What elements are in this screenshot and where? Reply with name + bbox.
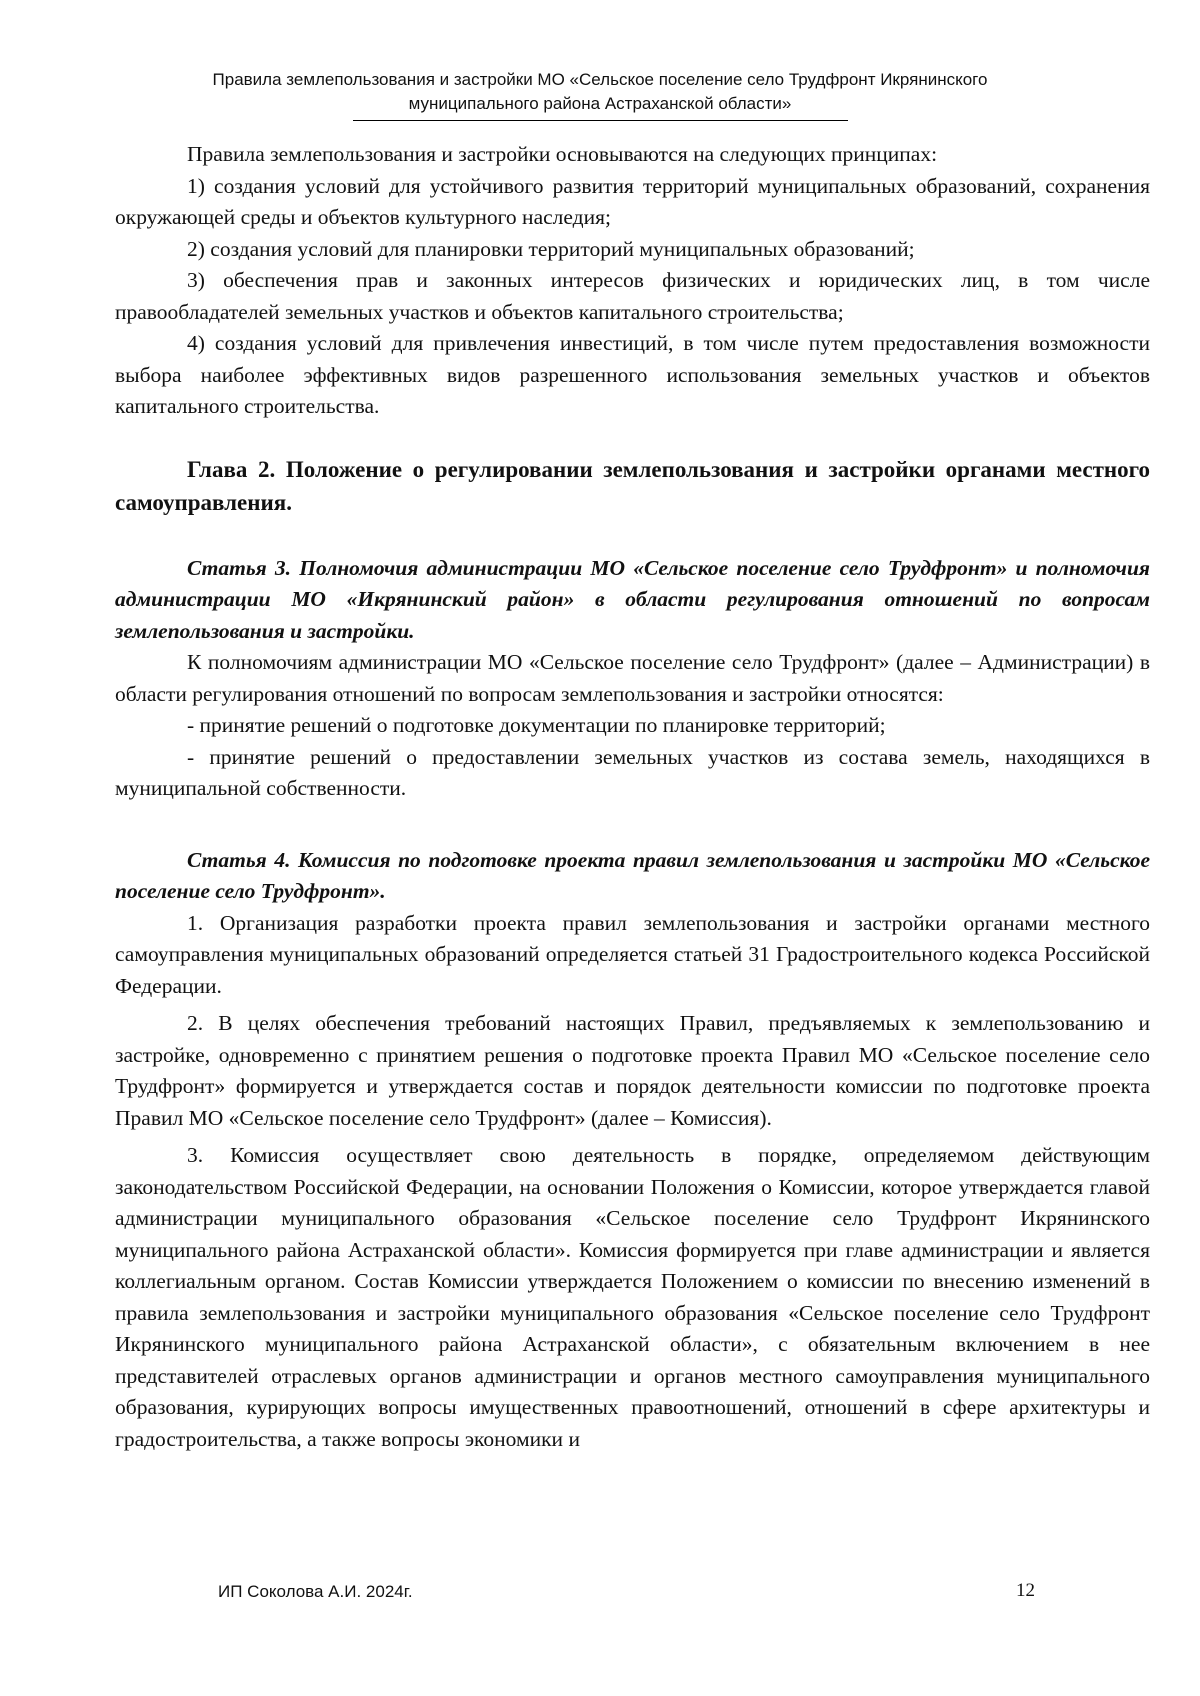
article-3-list-item-1: - принятие решений о подготовке документации по планировке территорий; [187,713,886,737]
header-divider [353,120,848,121]
footer-author: ИП Соколова А.И. 2024г. [218,1582,413,1601]
running-header-line-1: Правила землепользования и застройки МО «Сельское поселение село Трудфронт Икрянинского [212,70,988,89]
paragraph-principles-intro: Правила землепользования и застройки основываются на следующих принципах: [187,142,938,166]
article-3-paragraph-1: К полномочиям администрации МО «Сельское поселение село Трудфронт» (далее – Администрации) в области регулирования отношений по вопросам землепользования и застройки относятся: [115,650,1150,706]
article-4-paragraph-3: 3. Комиссия осуществляет свою деятельность в порядке, определяемом действующим законодательством Российской Федерации, на основании Положения о Комиссии, которое утверждается главой администрации муниципального образования «Сельское поселение село Трудфронт Икрянинского муниципального района Астраханской области». Комиссия формируется при главе администрации и является коллегиальным органом. Состав Комиссии утверждается Положением о комиссии по внесению изменений в правила землепользования и застройки муниципального образования «Сельское поселение село Трудфронт Икрянинского муниципального района Астраханской области», с обязательным включением в нее представителей отраслевых органов администрации и органов местного самоуправления муниципального образования, курирующих вопросы имущественных правоотношений, отношений в сфере архитектуры и градостроительства, а также вопросы экономики и [115,1143,1150,1451]
article-4-paragraph-2: 2. В целях обеспечения требований настоящих Правил, предъявляемых к землепользованию и застройке, одновременно с принятием решения о подготовке проекта Правил МО «Сельское поселение село Трудфронт» формируется и утверждается состав и порядок деятельности комиссии по подготовке проекта Правил МО «Сельское поселение село Трудфронт» (далее – Комиссия). [115,1011,1150,1130]
article-4-heading: Статья 4. Комиссия по подготовке проекта правил землепользования и застройки МО «Сельское поселение село Трудфронт». [115,847,1150,903]
paragraph-principle-2: 2) создания условий для планировки территорий муниципальных образований; [187,236,915,261]
paragraph-principle-4: 4) создания условий для привлечения инвестиций, в том числе путем предоставления возможности выбора наиболее эффективных видов разрешенного использования земельных участков и объектов капитального строительства. [115,331,1150,418]
running-header-line-2: муниципального района Астраханской области» [408,94,792,113]
article-3-heading: Статья 3. Полномочия администрации МО «Сельское поселение село Трудфронт» и полномочия администрации МО «Икрянинский район» в области регулирования отношений по вопросам землепользования и застройки. [115,555,1150,643]
chapter-heading: Глава 2. Положение о регулировании землепользования и застройки органами местного самоуправления. [115,456,1150,515]
paragraph-principle-1: 1) создания условий для устойчивого развития территорий муниципальных образований, сохранения окружающей среды и объектов культурного наследия; [115,173,1150,229]
page-number: 12 [1016,1580,1035,1601]
paragraph-principle-3: 3) обеспечения прав и законных интересов физических и юридических лиц, в том числе правообладателей земельных участков и объектов капитального строительства; [115,268,1150,324]
article-4-paragraph-1: 1. Организация разработки проекта правил землепользования и застройки органами местного самоуправления муниципальных образований определяется статьей 31 Градостроительного кодекса Российской Федерации. [115,910,1150,998]
document-body [115,139,1150,1455]
article-3-list-item-2: - принятие решений о предоставлении земельных участков из состава земель, находящихся в муниципальной собственности. [115,744,1150,800]
running-header [150,68,1050,116]
